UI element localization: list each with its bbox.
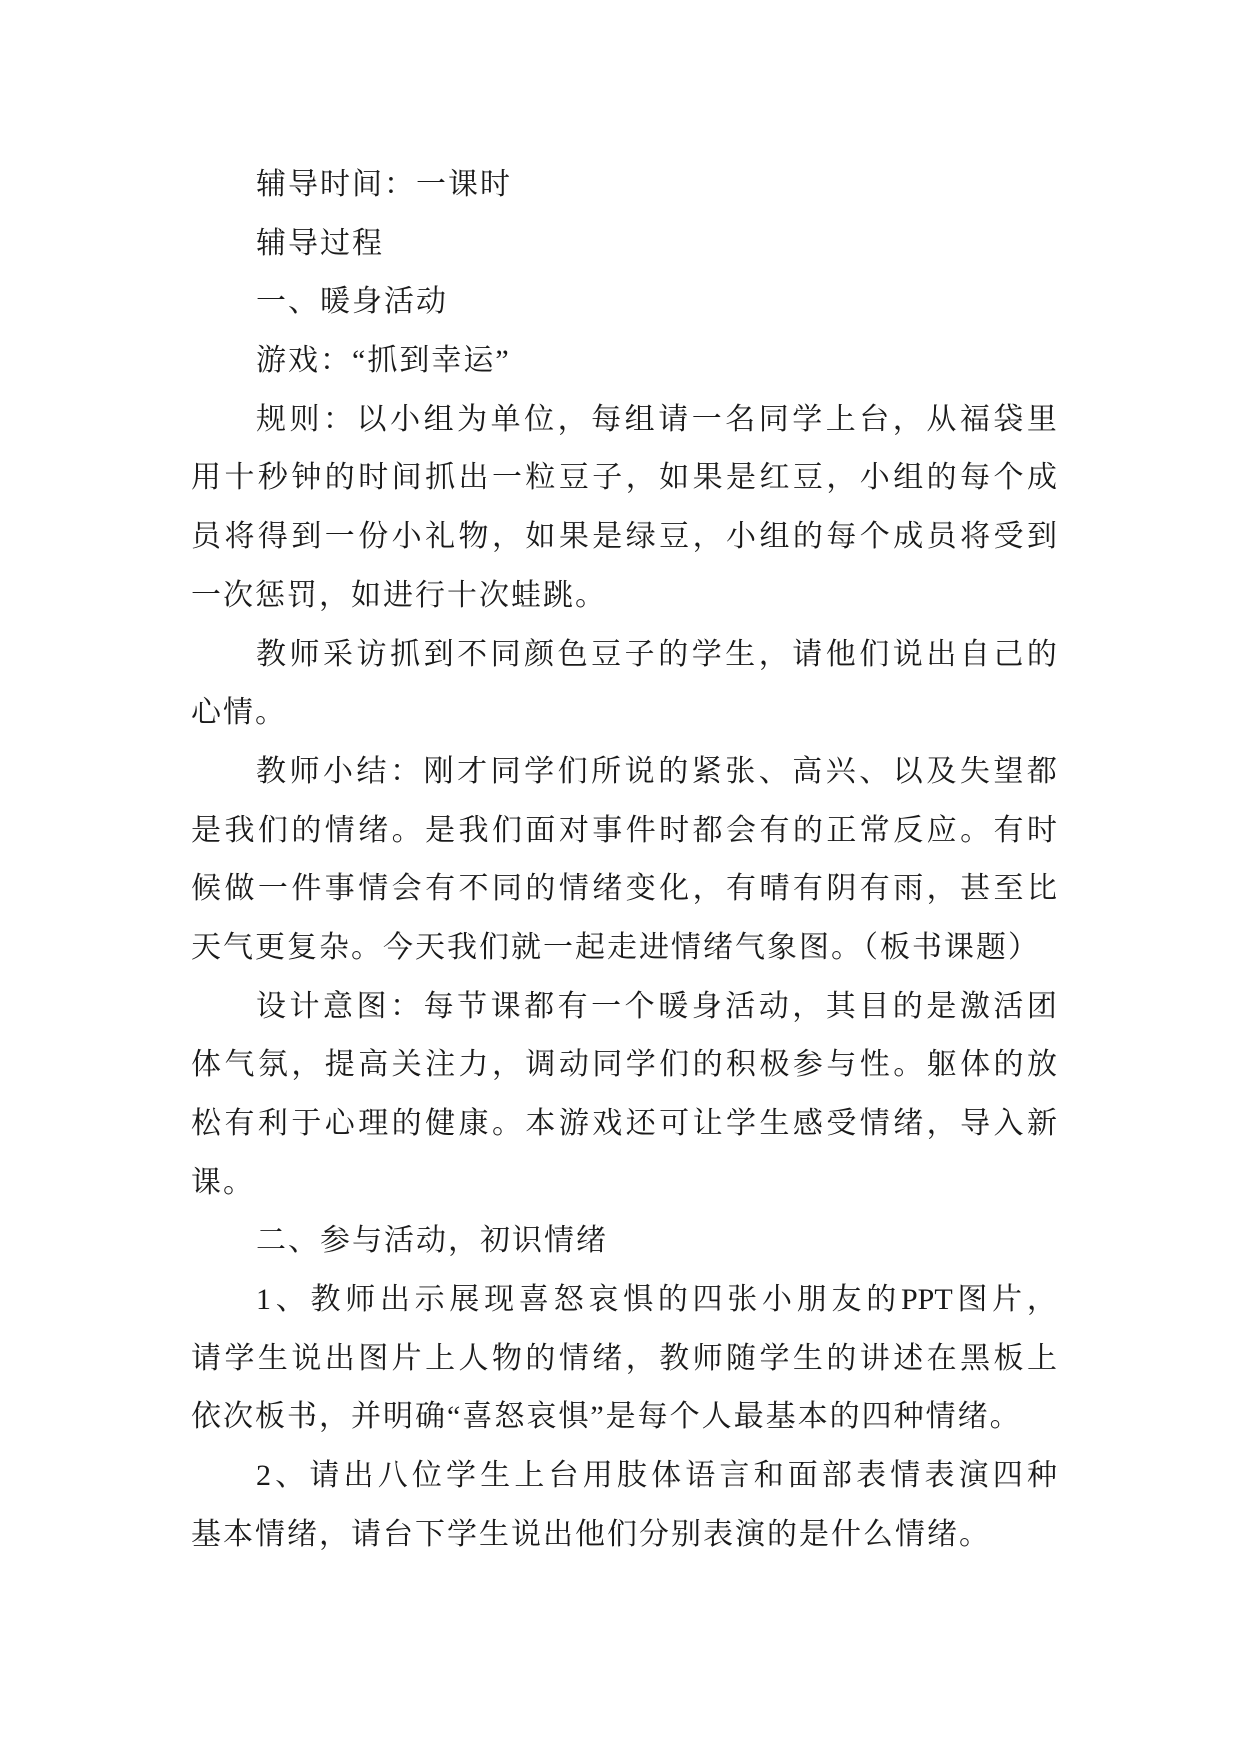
- text-line: 依次板书，并明确“喜怒哀惧”是每个人最基本的四种情绪。: [191, 1400, 1022, 1434]
- text-line: 一次惩罚，如进行十次蛙跳。: [191, 578, 607, 612]
- text-line: 天气更复杂。今天我们就一起走进情绪气象图。（板书课题）: [191, 930, 1040, 964]
- text-line: 是 我 们 的 情 绪 。 是 我 们 面 对 事 件 时 都 会 有 的 正 常 反 应 。 有 时: [191, 813, 1057, 847]
- text-line: 辅导过程: [256, 226, 384, 260]
- text-line: 基本情绪，请台下学生说出他们分别表演的是什么情绪。: [191, 1517, 991, 1551]
- text-line: 规 则 ： 以 小 组 为 单 位 ， 每 组 请 一 名 同 学 上 台 ， 从 福 袋 里: [256, 402, 1057, 436]
- document-body: [191, 156, 1057, 1565]
- text-line: 体 气 氛 ， 提 高 关 注 力 ， 调 动 同 学 们 的 积 极 参 与 性 。 躯 体 的 放: [191, 1048, 1057, 1082]
- text-line: 2 、 请 出 八 位 学 生 上 台 用 肢 体 语 言 和 面 部 表 情 表 演 四 种: [256, 1459, 1057, 1493]
- text-line: 二、参与活动，初识情绪: [256, 1224, 608, 1258]
- paragraph-interview: [191, 626, 1057, 743]
- paragraph-step-1: [191, 1271, 1057, 1447]
- text-line: 辅导时间：一课时: [256, 168, 512, 201]
- paragraph-step-2: [191, 1447, 1057, 1564]
- paragraph-tutoring-process: [191, 215, 1057, 274]
- paragraph-design-intent: [191, 978, 1057, 1213]
- paragraph-game: [191, 332, 1057, 391]
- text-line: 请 学 生 说 出 图 片 上 人 物 的 情 绪 ， 教 师 随 学 生 的 讲 述 在 黑 板 上: [191, 1341, 1057, 1375]
- text-line: 课。: [191, 1165, 255, 1199]
- section-heading-participation: [191, 1212, 1057, 1271]
- paragraph-tutoring-time: [191, 156, 1057, 215]
- text-line: 心情。: [191, 696, 287, 730]
- text-line: 教 师 小 结 ： 刚 才 同 学 们 所 说 的 紧 张 、 高 兴 、 以 及 失 望 都: [256, 754, 1057, 788]
- text-line: 候 做 一 件 事 情 会 有 不 同 的 情 绪 变 化 ， 有 晴 有 阴 有 雨 ， 甚 至 比: [191, 872, 1057, 906]
- text-line: 游戏：“抓到幸运”: [256, 344, 511, 378]
- text-line: 一、暖身活动: [256, 285, 448, 319]
- text-line: 设 计 意 图 ： 每 节 课 都 有 一 个 暖 身 活 动 ， 其 目 的 是 激 活 团: [256, 989, 1057, 1023]
- paragraph-teacher-summary: [191, 743, 1057, 978]
- text-line: 员 将 得 到 一 份 小 礼 物 ， 如 果 是 绿 豆 ， 小 组 的 每 个 成 员 将 受 到: [191, 520, 1057, 554]
- text-line: 1 、 教 师 出 示 展 现 喜 怒 哀 惧 的 四 张 小 朋 友 的 PPT 图 片 ，: [256, 1283, 1057, 1317]
- text-line: 用 十 秒 钟 的 时 间 抓 出 一 粒 豆 子 ， 如 果 是 红 豆 ， 小 组 的 每 个 成: [191, 461, 1057, 495]
- text-line: 教 师 采 访 抓 到 不 同 颜 色 豆 子 的 学 生 ， 请 他 们 说 出 自 己 的: [256, 637, 1057, 671]
- text-line: 松 有 利 于 心 理 的 健 康 。 本 游 戏 还 可 让 学 生 感 受 情 绪 ， 导 入 新: [191, 1107, 1057, 1140]
- section-heading-warmup: [191, 273, 1057, 332]
- paragraph-rules: [191, 391, 1057, 626]
